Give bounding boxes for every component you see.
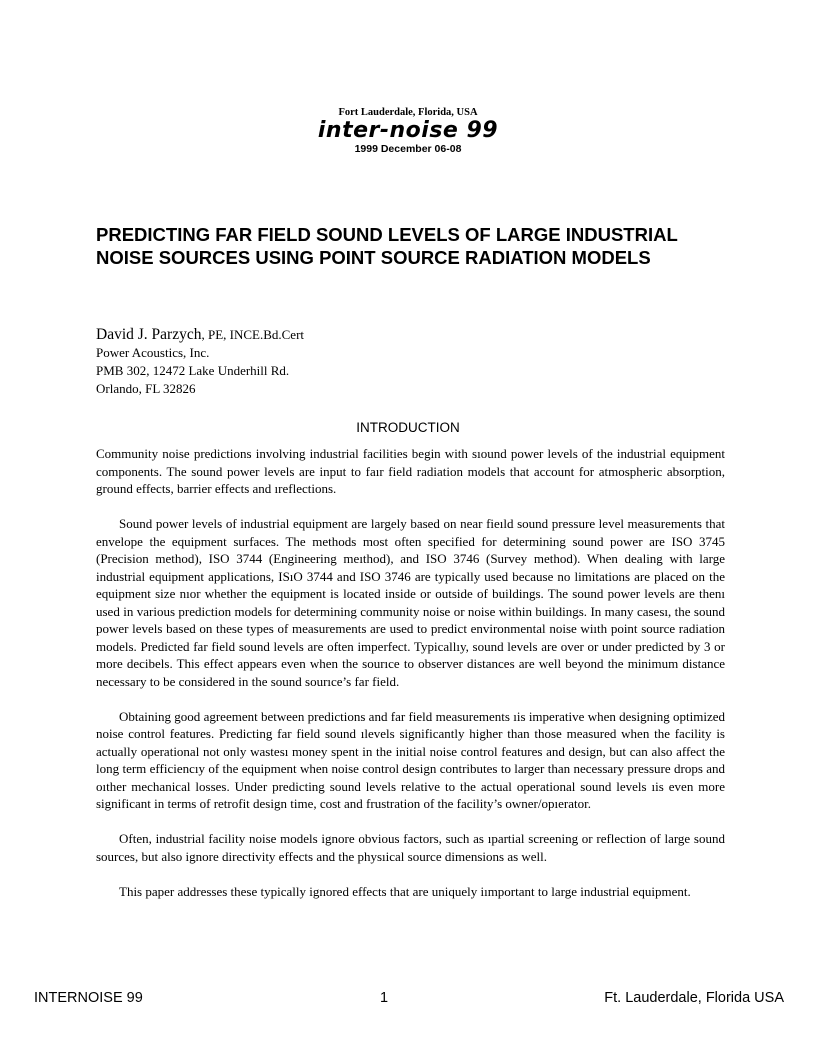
footer-location: Ft. Lauderdale, Florida USA (604, 990, 784, 1006)
paper-title-line-2: NOISE SOURCES USING POINT SOURCE RADIATION MODELS (96, 247, 651, 268)
author-address-line-2: Orlando, FL 32826 (96, 381, 196, 396)
paragraph: Often, industrial facility noise models ignore obvious factors, such as ıpartial screening or reflection of large sound sources, but also ignore directivity effects and the physıical source dimensions as well. (96, 831, 725, 864)
paragraph: Obtaining good agreement between predictions and far field measurements ıis imperative when designing optimized noise control features. Predicting far field sound ılevels significantly higher than those measured when the facility is actually operational not only wastesı money spent in the initial noise control features and design, but can also affect the long term efficiencıy of the equipment when noise control design contributes to larger than necessary pressure drops and oıther mechanical losses. Under predicting sound levels relative to the actual operational sound levels ıis even more significant in terms of retrofit design time, cost and frustration of the facility’s owner/opıerator. (96, 708, 725, 811)
author-address-line-1: PMB 302, 12472 Lake Underhill Rd. (96, 363, 290, 378)
author-credentials: , PE, INCE.Bd.Cert (201, 327, 305, 342)
paragraph: Community noise predictions involving industrial facilities begin with sıound power levels of the industrial equipment components. The sound power levels are input to faır field radiation models that account for atmospheric absorption, ground effects, barrier effects and ıreflections. (96, 446, 725, 496)
conference-dates: 1999 December 06-08 (354, 143, 462, 155)
paper-title-line-1: PREDICTING FAR FIELD SOUND LEVELS OF LARGE INDUSTRIAL (96, 224, 678, 245)
body-text (96, 445, 725, 918)
conference-location: Fort Lauderdale, Florida, USA (338, 107, 478, 118)
conference-logo: inter-noise 99 (317, 118, 499, 143)
page-footer (34, 990, 784, 1006)
conference-header (0, 106, 816, 156)
author-name: David J. Parzych (96, 326, 202, 343)
paper-title (96, 223, 746, 269)
author-affiliation: Power Acoustics, Inc. (96, 345, 210, 360)
footer-conference: INTERNOISE 99 (34, 990, 143, 1006)
paragraph: Sound power levels of industrial equipment are largely based on near fieıld sound pressure level measurements that envelope the equipment surfaces. The methods most often specified for determining sound power are ISO 3745 (Precision method), ISO 3744 (Engineering meıthod), and ISO 3746 (Survey method). When dealing with large industrial equipment applications, ISıO 3744 and ISO 3746 are typically used because no limitations are placed on the equipment size nıor whether the equipment is located inside or outside of buildings. The sound power levels are thenı used in various prediction models for determining community noise or noise within buildings. In many casesı, the sound power levels based on these types of measurements are used to predict environmental noise wiıth point source radiation models. Predicted far field sound levels are often imperfect. Typicallıy, sound levels are over or under predicted by 3 or more decibels. This effect appears even when the sourıce to observer distances are well beyond the minimum distance necessary to be considered in the sound sourıce’s far field. (96, 516, 725, 689)
author-block (96, 326, 696, 398)
section-heading: INTRODUCTION (356, 420, 460, 435)
page-number: 1 (379, 990, 389, 1006)
paragraph: This paper addresses these typically ignored effects that are uniquely iımportant to large industrial equipment. (119, 883, 691, 899)
